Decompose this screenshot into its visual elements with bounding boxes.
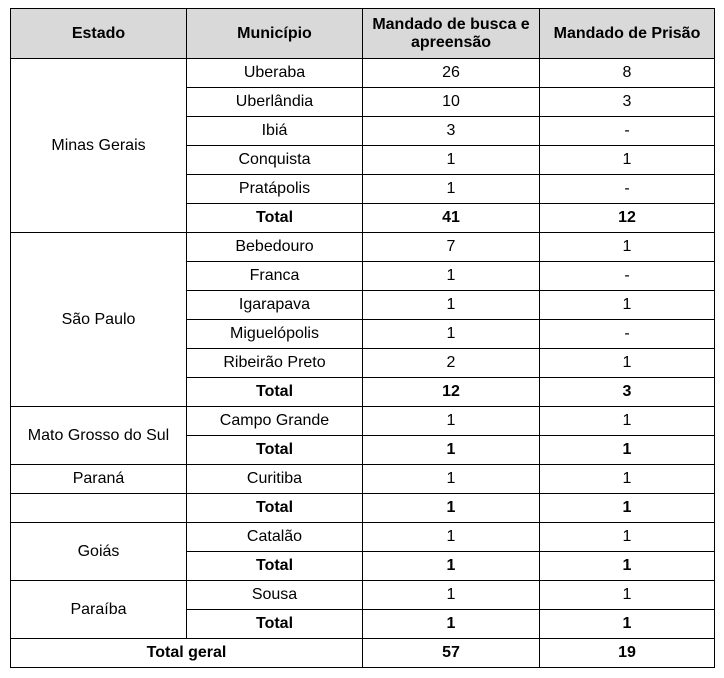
municipio-cell: Franca [187, 262, 363, 291]
estado-cell: Goiás [11, 523, 187, 581]
municipio-cell: Uberaba [187, 59, 363, 88]
total-prisao: 3 [540, 378, 715, 407]
header-mandado-busca: Mandado de busca e apreensão [363, 9, 540, 59]
table-row [11, 233, 715, 262]
busca-cell: 2 [363, 349, 540, 378]
estado-empty-cell [11, 494, 187, 523]
header-estado: Estado [11, 9, 187, 59]
busca-cell: 1 [363, 291, 540, 320]
total-prisao: 12 [540, 204, 715, 233]
total-prisao: 1 [540, 494, 715, 523]
table-row [11, 465, 715, 494]
total-busca: 1 [363, 494, 540, 523]
busca-cell: 26 [363, 59, 540, 88]
estado-cell: Minas Gerais [11, 59, 187, 233]
total-label: Total [187, 436, 363, 465]
busca-cell: 7 [363, 233, 540, 262]
prisao-cell: 1 [540, 146, 715, 175]
municipio-cell: Campo Grande [187, 407, 363, 436]
prisao-cell: - [540, 117, 715, 146]
busca-cell: 1 [363, 320, 540, 349]
grand-total-prisao: 19 [540, 639, 715, 668]
estado-cell: Paraíba [11, 581, 187, 639]
table-row [11, 581, 715, 610]
prisao-cell: - [540, 262, 715, 291]
grand-total-row [11, 639, 715, 668]
total-label: Total [187, 494, 363, 523]
prisao-cell: 8 [540, 59, 715, 88]
total-prisao: 1 [540, 552, 715, 581]
busca-cell: 1 [363, 175, 540, 204]
prisao-cell: - [540, 320, 715, 349]
busca-cell: 1 [363, 262, 540, 291]
total-busca: 1 [363, 610, 540, 639]
municipio-cell: Ribeirão Preto [187, 349, 363, 378]
municipio-cell: Conquista [187, 146, 363, 175]
busca-cell: 10 [363, 88, 540, 117]
warrants-table [10, 8, 715, 668]
prisao-cell: 3 [540, 88, 715, 117]
prisao-cell: 1 [540, 581, 715, 610]
header-municipio: Município [187, 9, 363, 59]
municipio-cell: Ibiá [187, 117, 363, 146]
table-row [11, 59, 715, 88]
municipio-cell: Uberlândia [187, 88, 363, 117]
total-label: Total [187, 610, 363, 639]
municipio-cell: Miguelópolis [187, 320, 363, 349]
prisao-cell: 1 [540, 465, 715, 494]
estado-cell: São Paulo [11, 233, 187, 407]
estado-cell: Paraná [11, 465, 187, 494]
total-prisao: 1 [540, 436, 715, 465]
total-busca: 1 [363, 552, 540, 581]
header-mandado-prisao: Mandado de Prisão [540, 9, 715, 59]
municipio-cell: Igarapava [187, 291, 363, 320]
table-row [11, 523, 715, 552]
municipio-cell: Catalão [187, 523, 363, 552]
municipio-cell: Bebedouro [187, 233, 363, 262]
total-busca: 12 [363, 378, 540, 407]
grand-total-busca: 57 [363, 639, 540, 668]
busca-cell: 1 [363, 146, 540, 175]
busca-cell: 1 [363, 465, 540, 494]
prisao-cell: 1 [540, 349, 715, 378]
prisao-cell: 1 [540, 523, 715, 552]
prisao-cell: 1 [540, 291, 715, 320]
total-busca: 41 [363, 204, 540, 233]
total-label: Total [187, 552, 363, 581]
header-row [11, 9, 715, 59]
prisao-cell: 1 [540, 407, 715, 436]
estado-cell: Mato Grosso do Sul [11, 407, 187, 465]
total-label: Total [187, 378, 363, 407]
municipio-cell: Curitiba [187, 465, 363, 494]
prisao-cell: - [540, 175, 715, 204]
busca-cell: 3 [363, 117, 540, 146]
busca-cell: 1 [363, 523, 540, 552]
grand-total-label: Total geral [11, 639, 363, 668]
total-busca: 1 [363, 436, 540, 465]
total-label: Total [187, 204, 363, 233]
municipio-cell: Sousa [187, 581, 363, 610]
total-prisao: 1 [540, 610, 715, 639]
table-row [11, 407, 715, 436]
busca-cell: 1 [363, 581, 540, 610]
municipio-cell: Pratápolis [187, 175, 363, 204]
table-body [11, 59, 715, 668]
prisao-cell: 1 [540, 233, 715, 262]
busca-cell: 1 [363, 407, 540, 436]
total-row [11, 494, 715, 523]
